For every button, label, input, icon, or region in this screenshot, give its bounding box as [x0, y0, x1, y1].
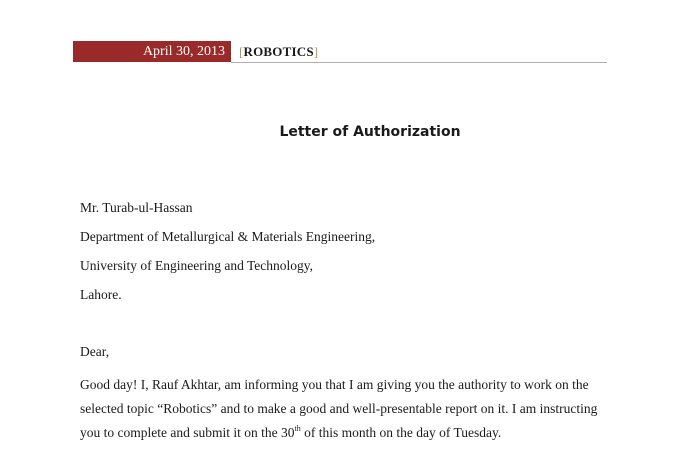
salutation: Dear, — [80, 344, 110, 359]
ordinal-suffix: th — [294, 424, 301, 433]
body-line-1: Good day! I, Rauf Akhtar, am informing you that I am giving you the authority to work on the — [80, 377, 589, 392]
recipient-department: Department of Metallurgical & Materials Engineering, — [80, 229, 376, 244]
body-line-2: selected topic “Robotics” and to make a good and well-presentable report on it. I am instructing — [80, 401, 598, 416]
header-date: April 30, 2013 — [142, 44, 225, 59]
recipient-city: Lahore. — [80, 287, 122, 302]
body-line-3-start: you to complete and submit it on the 30 — [80, 425, 295, 440]
header-rule — [231, 62, 607, 63]
body-line-3 — [80, 424, 501, 442]
header-date-band — [73, 41, 231, 62]
header-topic-close-bracket: ] — [313, 44, 319, 59]
header-topic — [239, 41, 318, 62]
body-line-3-end: of this month on the day of Tuesday. — [300, 425, 502, 440]
header-topic-open-bracket: [ — [239, 44, 244, 59]
header-topic-text: ROBOTICS — [243, 44, 314, 59]
recipient-name: Mr. Turab-ul-Hassan — [80, 200, 193, 215]
recipient-university: University of Engineering and Technology, — [80, 258, 314, 273]
letter-title: Letter of Authorization — [279, 124, 461, 140]
